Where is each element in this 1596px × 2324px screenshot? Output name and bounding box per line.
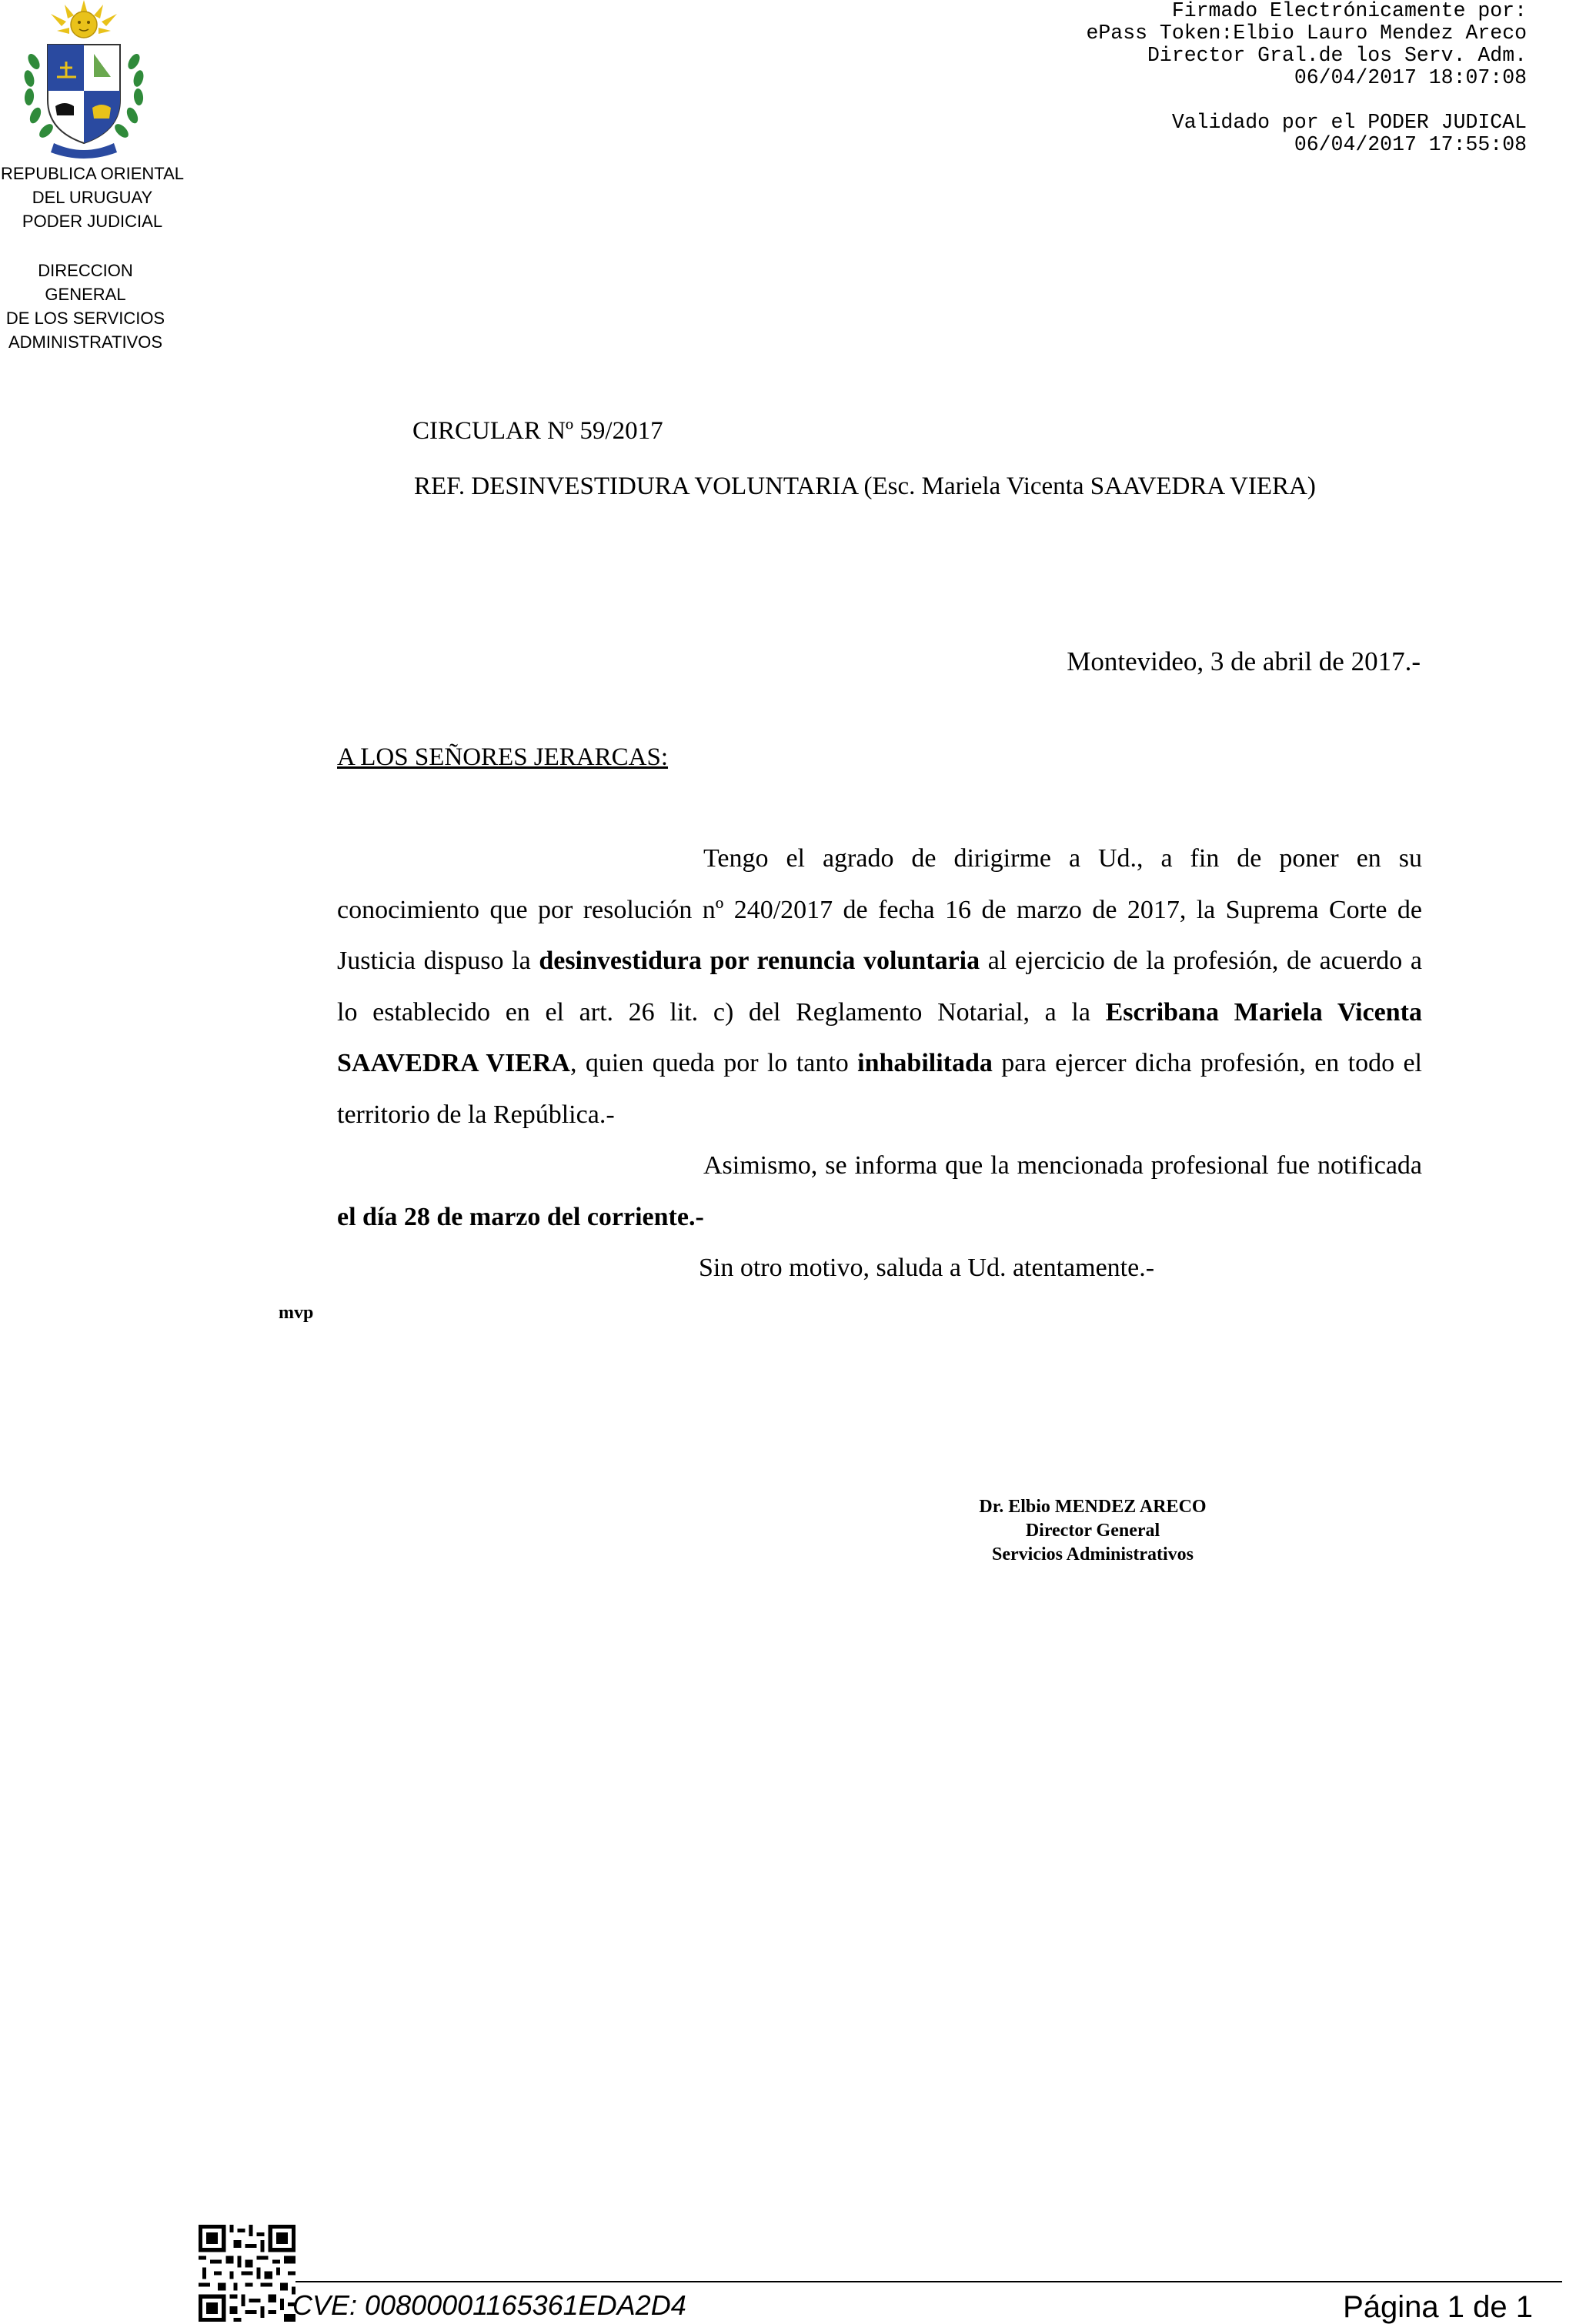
text-run: , quien queda por lo tanto	[569, 1049, 858, 1077]
dept-line: ADMINISTRATIVOS	[8, 332, 163, 352]
text-run: Tengo el agrado de dirigirme a Ud., a fin de poner en su conocimiento que por resolución nº 240/2017 de fecha 16 de marzo de 2017, la Suprema Corte de Justicia dispuso la	[337, 844, 1422, 975]
circular-number: CIRCULAR Nº 59/2017	[412, 417, 663, 445]
bold-run: inhabilitada	[857, 1049, 993, 1077]
electronic-signature-stamp	[1087, 0, 1528, 89]
org-line: DEL URUGUAY	[32, 188, 153, 207]
signature-line: Director Gral.de los Serv. Adm.	[1147, 44, 1527, 67]
signer-line: Director General	[1025, 1521, 1160, 1541]
coat-of-arms-seal	[11, 0, 157, 163]
signature-line: ePass Token:Elbio Lauro Mendez Areco	[1086, 22, 1527, 45]
salutation: A LOS SEÑORES JERARCAS:	[337, 743, 669, 771]
signer-block	[893, 1495, 1293, 1567]
qr-code-icon	[199, 2224, 295, 2322]
body-paragraph	[337, 1140, 1422, 1243]
signer-line: Dr. Elbio MENDEZ ARECO	[979, 1497, 1207, 1517]
validation-line: 06/04/2017 17:55:08	[1294, 133, 1527, 156]
bold-run: desinvestidura por renuncia voluntaria	[539, 947, 980, 975]
shield-icon	[48, 45, 120, 143]
date-line: Montevideo, 3 de abril de 2017.-	[1067, 646, 1421, 676]
bold-run: Escribana Mariela Vicenta SAAVEDRA VIERA	[337, 997, 1422, 1077]
issuing-department	[0, 259, 171, 354]
signature-line: Firmado Electrónicamente por:	[1171, 0, 1527, 22]
text-run: para ejercer dicha profesión, en todo el territorio de la República.-	[337, 1049, 1423, 1129]
footer-divider	[295, 2281, 1562, 2282]
page-number: Página 1 de 1	[1343, 2290, 1533, 2324]
dept-line: DIRECCION GENERAL	[38, 261, 133, 304]
org-line: REPUBLICA ORIENTAL	[1, 164, 184, 183]
validation-stamp	[1172, 112, 1527, 156]
reference-line: REF. DESINVESTIDURA VOLUNTARIA (Esc. Mariela Vicenta SAAVEDRA VIERA)	[414, 472, 1316, 500]
cve-code: CVE: 00800001165361EDA2D4	[292, 2289, 686, 2321]
closing-paragraph: Sin otro motivo, saluda a Ud. atentamente.-	[699, 1254, 1155, 1282]
sun-icon	[51, 0, 117, 38]
text-run: Asimismo, se informa que la mencionada profesional fue notificada	[703, 1151, 1422, 1180]
signature-line: 06/04/2017 18:07:08	[1294, 66, 1527, 89]
text-run: al ejercicio de la profesión, de acuerdo a lo establecido en el art. 26 lit. c) del Reglamento Notarial, a la	[337, 947, 1422, 1027]
org-line: PODER JUDICIAL	[22, 212, 163, 231]
dept-line: DE LOS SERVICIOS	[5, 309, 165, 328]
signer-line: Servicios Administrativos	[992, 1544, 1194, 1564]
body-paragraph	[337, 833, 1422, 1140]
validation-line: Validado por el PODER JUDICAL	[1171, 111, 1527, 134]
typist-initials: mvp	[279, 1303, 314, 1323]
ribbon-icon	[51, 143, 117, 159]
issuing-organization	[0, 162, 185, 233]
bold-run: el día 28 de marzo del corriente.-	[337, 1202, 704, 1231]
